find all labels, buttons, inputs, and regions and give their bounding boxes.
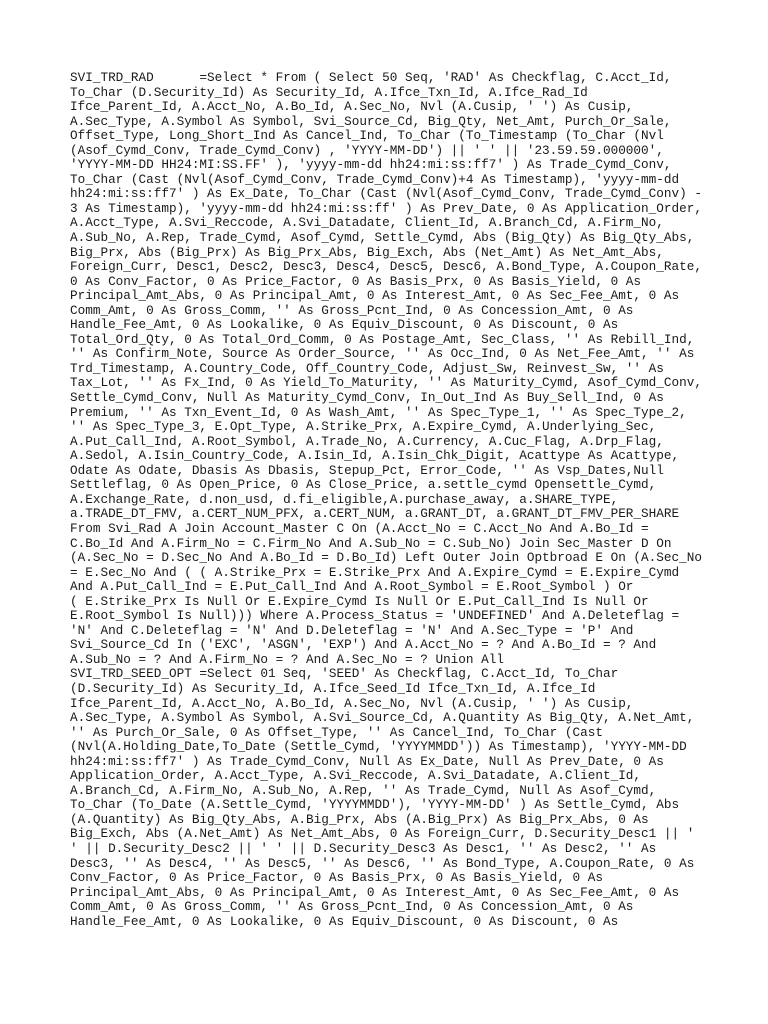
text-line: Conv_Factor, 0 As Price_Factor, 0 As Basis_Prx, 0 As Basis_Yield, 0 As — [70, 870, 603, 886]
text-line: Principal_Amt_Abs, 0 As Principal_Amt, 0 As Interest_Amt, 0 As Sec_Fee_Amt, 0 As — [70, 288, 680, 304]
text-line: SVI_TRD_SEED_OPT =Select 01 Seq, 'SEED' As Checkflag, C.Acct_Id, To_Char — [70, 666, 619, 682]
text-line: Handle_Fee_Amt, 0 As Lookalike, 0 As Equiv_Discount, 0 As Discount, 0 As — [70, 913, 619, 929]
text-line: (A.Sec_No = D.Sec_No And A.Bo_Id = D.Bo_Id) Left Outer Join Optbroad E On (A.Sec_No — [70, 550, 702, 566]
text-line: '' As Purch_Or_Sale, 0 As Offset_Type, '' As Cancel_Ind, To_Char (Cast — [70, 724, 603, 740]
text-line: Application_Order, A.Acct_Type, A.Svi_Reccode, A.Svi_Datadate, A.Client_Id, — [70, 768, 642, 784]
text-line: ' || D.Security_Desc2 || ' ' || D.Security_Desc3 As Desc1, '' As Desc2, '' As — [70, 840, 657, 856]
text-line: Desc3, '' As Desc4, '' As Desc5, '' As Desc6, '' As Bond_Type, A.Coupon_Rate, 0 As — [70, 855, 695, 871]
text-line: SVI_TRD_RAD =Select * From ( Select 50 Seq, 'RAD' As Checkflag, C.Acct_Id, — [70, 70, 672, 85]
text-line: From Svi_Rad A Join Account_Master C On (A.Acct_No = C.Acct_No And A.Bo_Id = — [70, 520, 649, 536]
text-line: a.TRADE_DT_FMV, a.CERT_NUM_PFX, a.CERT_NUM, a.GRANT_DT, a.GRANT_DT_FMV_PER_SHARE — [70, 506, 680, 522]
text-line: (Nvl(A.Holding_Date,To_Date (Settle_Cymd, 'YYYYMMDD')) As Timestamp), 'YYYY-MM-DD — [70, 739, 687, 755]
text-line: To_Char (Cast (Nvl(Asof_Cymd_Conv, Trade_Cymd_Conv)+4 As Timestamp), 'yyyy-mm-dd — [70, 171, 680, 187]
text-line: A.Put_Call_Ind, A.Root_Symbol, A.Trade_No, A.Currency, A.Cuc_Flag, A.Drp_Flag, — [70, 433, 664, 449]
text-line: Big_Exch, Abs (A.Net_Amt) As Net_Amt_Abs, 0 As Foreign_Curr, D.Security_Desc1 || ' — [70, 826, 695, 842]
text-line: Premium, '' As Txn_Event_Id, 0 As Wash_Amt, '' As Spec_Type_1, '' As Spec_Type_2, — [70, 404, 687, 420]
text-line: A.Sec_Type, A.Symbol As Symbol, A.Svi_Source_Cd, A.Quantity As Big_Qty, A.Net_Amt, — [70, 710, 695, 726]
text-line: 3 As Timestamp), 'yyyy-mm-dd hh24:mi:ss:ff' ) As Prev_Date, 0 As Application_Order, — [70, 200, 702, 216]
text-line: Ifce_Parent_Id, A.Acct_No, A.Bo_Id, A.Sec_No, Nvl (A.Cusip, ' ') As Cusip, — [70, 99, 634, 115]
text-line: '' As Confirm_Note, Source As Order_Source, '' As Occ_Ind, 0 As Net_Fee_Amt, '' As — [70, 346, 695, 362]
text-line: A.Sec_Type, A.Symbol As Symbol, Svi_Source_Cd, Big_Qty, Net_Amt, Purch_Or_Sale, — [70, 113, 672, 129]
text-line: Odate As Odate, Dbasis As Dbasis, Stepup_Pct, Error_Code, '' As Vsp_Dates,Null — [70, 462, 664, 478]
sql-text-block — [70, 71, 710, 929]
text-line: hh24:mi:ss:ff7' ) As Ex_Date, To_Char (Cast (Nvl(Asof_Cymd_Conv, Trade_Cymd_Conv) - — [70, 186, 702, 202]
text-line: To_Char (To_Date (A.Settle_Cymd, 'YYYYMMDD'), 'YYYY-MM-DD' ) As Settle_Cymd, Abs — [70, 797, 680, 813]
text-line: 'YYYY-MM-DD HH24:MI:SS.FF' ), 'yyyy-mm-dd hh24:mi:ss:ff7' ) As Trade_Cymd_Conv, — [70, 157, 672, 173]
text-line: (D.Security_Id) As Security_Id, A.Ifce_Seed_Id Ifce_Txn_Id, A.Ifce_Id — [70, 680, 596, 696]
text-line: C.Bo_Id And A.Firm_No = C.Firm_No And A.Sub_No = C.Sub_No) Join Sec_Master D On — [70, 535, 672, 551]
text-line: Big_Prx, Abs (Big_Prx) As Big_Prx_Abs, Big_Exch, Abs (Net_Amt) As Net_Amt_Abs, — [70, 244, 664, 260]
text-line: A.Sub_No, A.Rep, Trade_Cymd, Asof_Cymd, Settle_Cymd, Abs (Big_Qty) As Big_Qty_Abs, — [70, 230, 695, 246]
text-line: Settleflag, 0 As Open_Price, 0 As Close_Price, a.settle_cymd Opensettle_Cymd, — [70, 477, 657, 493]
text-line: E.Root_Symbol Is Null))) Where A.Process_Status = 'UNDEFINED' And A.Deleteflag = — [70, 608, 680, 624]
text-line: = E.Sec_No And ( ( A.Strike_Prx = E.Strike_Prx And A.Expire_Cymd = E.Expire_Cymd — [70, 564, 680, 580]
text-line: A.Sub_No = ? And A.Firm_No = ? And A.Sec_No = ? Union All — [70, 651, 504, 667]
text-line: Tax_Lot, '' As Fx_Ind, 0 As Yield_To_Maturity, '' As Maturity_Cymd, Asof_Cymd_Conv, — [70, 375, 702, 391]
text-line: A.Exchange_Rate, d.non_usd, d.fi_eligible,A.purchase_away, a.SHARE_TYPE, — [70, 491, 619, 507]
text-line: Settle_Cymd_Conv, Null As Maturity_Cymd_Conv, In_Out_Ind As Buy_Sell_Ind, 0 As — [70, 390, 664, 406]
text-line: And A.Put_Call_Ind = E.Put_Call_Ind And A.Root_Symbol = E.Root_Symbol ) Or — [70, 579, 634, 595]
text-line: ( E.Strike_Prx Is Null Or E.Expire_Cymd Is Null Or E.Put_Call_Ind Is Null Or — [70, 593, 649, 609]
text-line: Handle_Fee_Amt, 0 As Lookalike, 0 As Equiv_Discount, 0 As Discount, 0 As — [70, 317, 619, 333]
text-line: 0 As Conv_Factor, 0 As Price_Factor, 0 As Basis_Prx, 0 As Basis_Yield, 0 As — [70, 273, 642, 289]
text-line: 'N' And C.Deleteflag = 'N' And D.Deleteflag = 'N' And A.Sec_Type = 'P' And — [70, 622, 634, 638]
text-line: Ifce_Parent_Id, A.Acct_No, A.Bo_Id, A.Sec_No, Nvl (A.Cusip, ' ') As Cusip, — [70, 695, 634, 711]
text-line: '' As Spec_Type_3, E.Opt_Type, A.Strike_Prx, A.Expire_Cymd, A.Underlying_Sec, — [70, 419, 657, 435]
text-line: Foreign_Curr, Desc1, Desc2, Desc3, Desc4, Desc5, Desc6, A.Bond_Type, A.Coupon_Rate, — [70, 259, 702, 275]
text-line: hh24:mi:ss:ff7' ) As Trade_Cymd_Conv, Null As Ex_Date, Null As Prev_Date, 0 As — [70, 753, 664, 769]
text-line: A.Sedol, A.Isin_Country_Code, A.Isin_Id, A.Isin_Chk_Digit, Acattype As Acattype, — [70, 448, 680, 464]
text-line: To_Char (D.Security_Id) As Security_Id, A.Ifce_Txn_Id, A.Ifce_Rad_Id — [70, 84, 588, 100]
text-line: A.Acct_Type, A.Svi_Reccode, A.Svi_Datadate, Client_Id, A.Branch_Cd, A.Firm_No, — [70, 215, 664, 231]
text-line: Principal_Amt_Abs, 0 As Principal_Amt, 0 As Interest_Amt, 0 As Sec_Fee_Amt, 0 As — [70, 884, 680, 900]
text-line: Comm_Amt, 0 As Gross_Comm, '' As Gross_Pcnt_Ind, 0 As Concession_Amt, 0 As — [70, 302, 634, 318]
text-line: Svi_Source_Cd In ('EXC', 'ASGN', 'EXP') And A.Acct_No = ? And A.Bo_Id = ? And — [70, 637, 657, 653]
text-line: (A.Quantity) As Big_Qty_Abs, A.Big_Prx, Abs (A.Big_Prx) As Big_Prx_Abs, 0 As — [70, 811, 649, 827]
text-line: Offset_Type, Long_Short_Ind As Cancel_Ind, To_Char (To_Timestamp (To_Char (Nvl — [70, 128, 664, 144]
text-line: Trd_Timestamp, A.Country_Code, Off_Country_Code, Adjust_Sw, Reinvest_Sw, '' As — [70, 360, 664, 376]
text-line: A.Branch_Cd, A.Firm_No, A.Sub_No, A.Rep, '' As Trade_Cymd, Null As Asof_Cymd, — [70, 782, 657, 798]
text-line: (Asof_Cymd_Conv, Trade_Cymd_Conv) , 'YYYY-MM-DD') || ' ' || '23.59.59.000000', — [70, 142, 664, 158]
text-line: Total_Ord_Qty, 0 As Total_Ord_Comm, 0 As Postage_Amt, Sec_Class, '' As Rebill_Ind, — [70, 331, 695, 347]
text-line: Comm_Amt, 0 As Gross_Comm, '' As Gross_Pcnt_Ind, 0 As Concession_Amt, 0 As — [70, 899, 634, 915]
